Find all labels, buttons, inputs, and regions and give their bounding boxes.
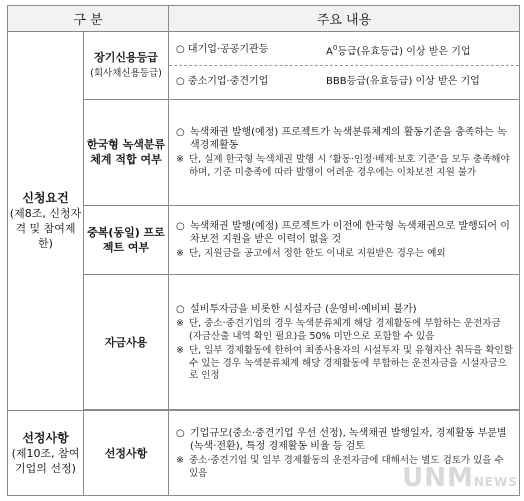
selection-title: 선정사항 bbox=[22, 430, 69, 445]
duplicate-note: 단, 지원금을 공고에서 정한 한도 이내로 지원받은 경우는 예외 bbox=[189, 248, 446, 260]
eligibility-table bbox=[7, 5, 520, 496]
duplicate-label: 중복(동일) 프로젝트 여부 bbox=[84, 205, 169, 275]
credit-sublabel: (회사채신용등급) bbox=[90, 68, 162, 80]
selection-main: 기업규모(중소·중견기업 우선 선정), 녹색채권 발행일자, 경제활동 부문별(녹색·전환), 특정 경제활동 비율 등 검토 bbox=[190, 428, 507, 453]
funds-label: 자금사용 bbox=[84, 275, 169, 410]
funds-main: 설비투자금을 비롯한 시설자금 (운영비·예비비 불가) bbox=[190, 304, 417, 316]
credit-grade-sme: BBB등급(유효등급) 이상 받은 기업 bbox=[326, 76, 480, 88]
credit-label: 장기신용등급 bbox=[94, 51, 158, 65]
credit-label-cell bbox=[84, 32, 169, 100]
duplicate-main: 녹색채권 발행(예정) 프로젝트가 이전에 한국형 녹색채권으로 발행되어 이차보전 지원을 받은 이력이 없을 것 bbox=[190, 221, 510, 246]
credit-entity-sme: 중소기업·중견기업 bbox=[187, 76, 269, 88]
eligibility-subtitle: (제8조, 신청자격 및 참여제한) bbox=[9, 207, 82, 251]
eligibility-category bbox=[8, 32, 84, 411]
selection-note: 중소·중견기업 및 일부 경제활동의 운전자금에 대해서는 별도 검토가 있을 수 있음 bbox=[189, 455, 504, 479]
credit-content bbox=[169, 32, 520, 100]
eligibility-title: 신청요건 bbox=[22, 191, 69, 206]
duplicate-content: ○ 녹색채권 발행(예정) 프로젝트가 이전에 한국형 녹색채권으로 발행되어 이차보전 지원을 받은 이력이 없을 것 ※ 단, 지원금을 공고에서 정한 한도 이내로 지원받은 경우는 예외 bbox=[169, 205, 520, 275]
credit-grade-large: $A^0$등급(유효등급) 이상 받은 기업 bbox=[326, 43, 471, 57]
taxonomy-note: 단, 실제 한국형 녹색채권 발행 시 ‘활동·인정·배제·보호 기준’을 모두 충족해야 하며, 기준 미충족에 따라 발행이 어려운 경우에는 이차보전 지원 불가 bbox=[189, 154, 510, 178]
credit-row-large: ○ 대기업·공공기관등 $A^0$등급(유효등급) 이상 받은 기업 bbox=[169, 34, 519, 66]
taxonomy-label: 한국형 녹색분류체계 적합 여부 bbox=[84, 99, 169, 205]
funds-note-1: 단, 중소·중견기업의 경우 녹색분류체계 해당 경제활동에 부합하는 운전자금(자금산출 내역 확인 필요)을 50% 미만으로 포함할 수 있음 bbox=[189, 318, 501, 342]
header-category: 구 분 bbox=[8, 6, 169, 32]
credit-entity-large: 대기업·공공기관등 bbox=[187, 44, 269, 56]
watermark-logo: UNMNEWS bbox=[402, 463, 518, 493]
selection-label: 선정사항 bbox=[84, 411, 169, 496]
funds-content: ○ 설비투자금을 비롯한 시설자금 (운영비·예비비 불가) ※ 단, 중소·중견기업의 경우 녹색분류체계 해당 경제활동에 부합하는 운전자금(자금산출 내역 확인 필요)을 50% 미만으로 포함할 수 있음 ※ 단, 일부 경제활동에 한하여 최종사용자의 시설투자 및 유형자산 취득을 확인할 수 있는 경우 녹색분류체계 해당 경제활동에 부합하는 운전자금을 시설자금으로 인정 bbox=[169, 275, 520, 410]
selection-content: ○ 기업규모(중소·중견기업 우선 선정), 녹색채권 발행일자, 경제활동 부문별(녹색·전환), 특정 경제활동 비율 등 검토 ※ 중소·중견기업 및 일부 경제활동의 운전자금에 대해서는 별도 검토가 있을 수 있음 bbox=[169, 411, 520, 496]
funds-note-2: 단, 일부 경제활동에 한하여 최종사용자의 시설투자 및 유형자산 취득을 확인할 수 있는 경우 녹색분류체계 해당 경제활동에 부합하는 운전자금을 시설자금으로 인정 bbox=[189, 345, 513, 382]
selection-subtitle: (제10조, 참여기업의 선정) bbox=[11, 446, 80, 475]
selection-category bbox=[8, 411, 84, 496]
credit-row-sme: ○ 중소기업·중견기업 BBB등급(유효등급) 이상 받은 기업 bbox=[169, 66, 519, 97]
taxonomy-content: ○ 녹색채권 발행(예정) 프로젝트가 녹색분류체계의 활동기준을 충족하는 녹색경제활동 ※ 단, 실제 한국형 녹색채권 발행 시 ‘활동·인정·배제·보호 기준’을 모두 충족해야 하며, 기준 미충족에 따라 발행이 어려운 경우에는 이차보전 지원 불가 bbox=[169, 99, 520, 205]
taxonomy-main: 녹색채권 발행(예정) 프로젝트가 녹색분류체계의 활동기준을 충족하는 녹색경제활동 bbox=[190, 127, 507, 152]
header-content: 주요 내용 bbox=[169, 6, 520, 32]
